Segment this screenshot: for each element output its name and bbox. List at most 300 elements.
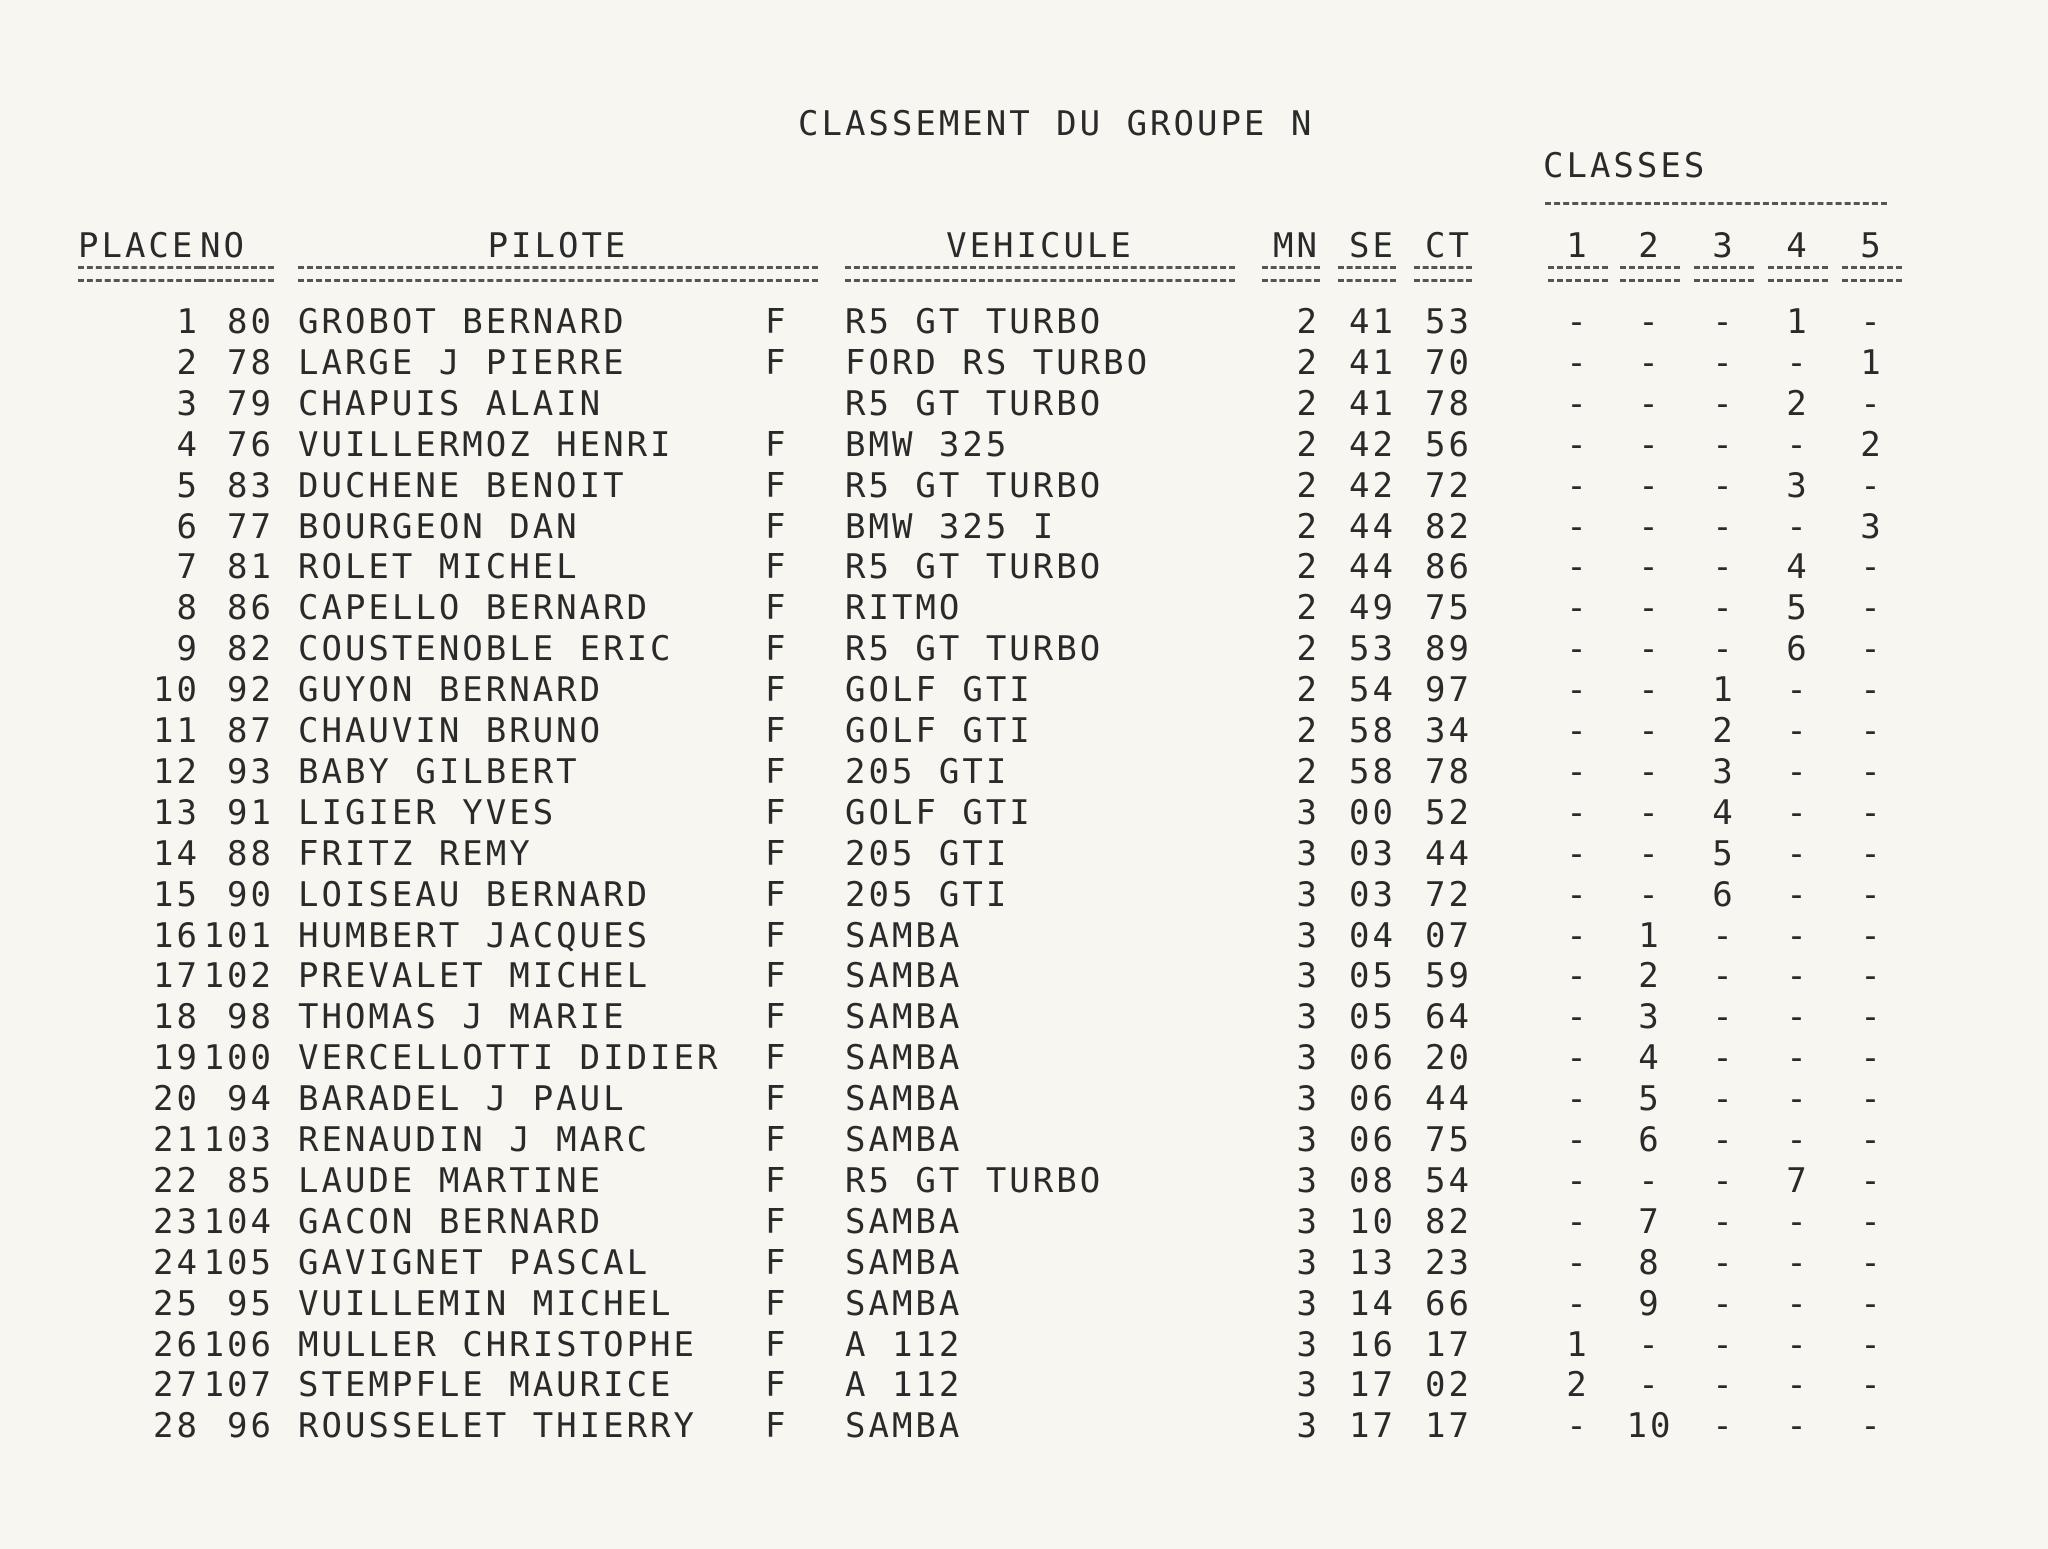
row-4-se: 42 bbox=[1349, 424, 1396, 465]
row-8-place: 8 bbox=[176, 588, 200, 629]
row-6-c5: 3 bbox=[1860, 506, 1884, 547]
row-7-ct: 86 bbox=[1425, 547, 1472, 588]
row-1-nat: F bbox=[765, 302, 789, 342]
row-10-c2: - bbox=[1638, 670, 1662, 711]
row-15-no: 90 bbox=[227, 874, 274, 915]
row-13-c4: - bbox=[1786, 792, 1810, 833]
row-26-vehicule: A 112 bbox=[845, 1324, 963, 1365]
row-3-vehicule: R5 GT TURBO bbox=[845, 383, 1104, 424]
row-23-vehicule: SAMBA bbox=[845, 1201, 963, 1242]
row-7-nat: F bbox=[765, 547, 789, 588]
row-28-place: 28 bbox=[153, 1406, 200, 1447]
row-3-c5: - bbox=[1860, 383, 1884, 424]
row-16-pilote: HUMBERT JACQUES bbox=[298, 915, 651, 956]
row-12-vehicule: 205 GTI bbox=[845, 751, 1010, 792]
row-1-mn: 2 bbox=[1296, 302, 1320, 342]
row-26-se: 16 bbox=[1349, 1324, 1396, 1365]
row-18-mn: 3 bbox=[1296, 997, 1320, 1038]
row-8-c1: - bbox=[1566, 588, 1590, 629]
row-13-c2: - bbox=[1638, 792, 1662, 833]
row-6-se: 44 bbox=[1349, 506, 1396, 547]
row-15-vehicule: 205 GTI bbox=[845, 874, 1010, 915]
row-16-c2: 1 bbox=[1638, 915, 1662, 956]
row-26-pilote: MULLER CHRISTOPHE bbox=[298, 1324, 697, 1365]
row-7-mn: 2 bbox=[1296, 547, 1320, 588]
row-12-nat: F bbox=[765, 751, 789, 792]
row-17-c5: - bbox=[1860, 956, 1884, 997]
row-26-c4: - bbox=[1786, 1324, 1810, 1365]
row-23-no: 104 bbox=[203, 1201, 274, 1242]
row-27-pilote: STEMPFLE MAURICE bbox=[298, 1365, 674, 1406]
row-12-place: 12 bbox=[153, 751, 200, 792]
row-4-c4: - bbox=[1786, 424, 1810, 465]
row-26-no: 106 bbox=[203, 1324, 274, 1365]
row-8-c5: - bbox=[1860, 588, 1884, 629]
row-18-no: 98 bbox=[227, 997, 274, 1038]
row-26-c1: 1 bbox=[1566, 1324, 1590, 1365]
row-15-c3: 6 bbox=[1712, 874, 1736, 915]
row-2-pilote: LARGE J PIERRE bbox=[298, 342, 627, 383]
row-20-c3: - bbox=[1712, 1079, 1736, 1120]
row-27-vehicule: A 112 bbox=[845, 1365, 963, 1406]
row-17-nat: F bbox=[765, 956, 789, 997]
row-11-c4: - bbox=[1786, 711, 1810, 751]
row-8-mn: 2 bbox=[1296, 588, 1320, 629]
row-5-c3: - bbox=[1712, 465, 1736, 506]
row-25-vehicule: SAMBA bbox=[845, 1283, 963, 1324]
row-21-ct: 75 bbox=[1425, 1120, 1472, 1160]
header-c1: 1 bbox=[1566, 226, 1590, 266]
row-21-c3: - bbox=[1712, 1120, 1736, 1160]
row-9-se: 53 bbox=[1349, 629, 1396, 670]
header-underline-place bbox=[78, 266, 200, 282]
row-16-ct: 07 bbox=[1425, 915, 1472, 956]
classes-title: CLASSES bbox=[1543, 146, 1708, 186]
row-19-nat: F bbox=[765, 1038, 789, 1079]
row-22-c1: - bbox=[1566, 1160, 1590, 1201]
row-4-c3: - bbox=[1712, 424, 1736, 465]
row-4-ct: 56 bbox=[1425, 424, 1472, 465]
row-24-c1: - bbox=[1566, 1242, 1590, 1283]
row-21-no: 103 bbox=[203, 1120, 274, 1160]
row-19-mn: 3 bbox=[1296, 1038, 1320, 1079]
row-27-place: 27 bbox=[153, 1365, 200, 1406]
row-13-pilote: LIGIER YVES bbox=[298, 792, 557, 833]
row-8-c2: - bbox=[1638, 588, 1662, 629]
row-5-mn: 2 bbox=[1296, 465, 1320, 506]
row-12-ct: 78 bbox=[1425, 751, 1472, 792]
row-7-c3: - bbox=[1712, 547, 1736, 588]
row-4-vehicule: BMW 325 bbox=[845, 424, 1010, 465]
row-11-no: 87 bbox=[227, 711, 274, 751]
row-19-ct: 20 bbox=[1425, 1038, 1472, 1079]
header-underline-c2 bbox=[1620, 266, 1680, 282]
row-6-c4: - bbox=[1786, 506, 1810, 547]
row-26-c3: - bbox=[1712, 1324, 1736, 1365]
row-26-place: 26 bbox=[153, 1324, 200, 1365]
row-19-c2: 4 bbox=[1638, 1038, 1662, 1079]
row-7-pilote: ROLET MICHEL bbox=[298, 547, 580, 588]
row-28-c1: - bbox=[1566, 1406, 1590, 1447]
row-18-c3: - bbox=[1712, 997, 1736, 1038]
row-7-vehicule: R5 GT TURBO bbox=[845, 547, 1104, 588]
row-23-c3: - bbox=[1712, 1201, 1736, 1242]
row-26-c5: - bbox=[1860, 1324, 1884, 1365]
row-4-pilote: VUILLERMOZ HENRI bbox=[298, 424, 674, 465]
row-21-c1: - bbox=[1566, 1120, 1590, 1160]
row-25-ct: 66 bbox=[1425, 1283, 1472, 1324]
row-18-c4: - bbox=[1786, 997, 1810, 1038]
row-17-place: 17 bbox=[153, 956, 200, 997]
row-21-nat: F bbox=[765, 1120, 789, 1160]
header-underline-ct bbox=[1414, 266, 1472, 282]
row-24-nat: F bbox=[765, 1242, 789, 1283]
row-23-mn: 3 bbox=[1296, 1201, 1320, 1242]
row-14-pilote: FRITZ REMY bbox=[298, 833, 533, 874]
row-8-ct: 75 bbox=[1425, 588, 1472, 629]
row-13-place: 13 bbox=[153, 792, 200, 833]
row-15-mn: 3 bbox=[1296, 874, 1320, 915]
row-27-c3: - bbox=[1712, 1365, 1736, 1406]
row-11-ct: 34 bbox=[1425, 711, 1472, 751]
row-14-place: 14 bbox=[153, 833, 200, 874]
row-23-nat: F bbox=[765, 1201, 789, 1242]
row-19-c1: - bbox=[1566, 1038, 1590, 1079]
row-18-se: 05 bbox=[1349, 997, 1396, 1038]
row-11-nat: F bbox=[765, 711, 789, 751]
row-2-vehicule: FORD RS TURBO bbox=[845, 342, 1151, 383]
row-5-c5: - bbox=[1860, 465, 1884, 506]
row-4-no: 76 bbox=[227, 424, 274, 465]
row-1-c4: 1 bbox=[1786, 302, 1810, 342]
row-11-pilote: CHAUVIN BRUNO bbox=[298, 711, 604, 751]
row-12-c1: - bbox=[1566, 751, 1590, 792]
row-27-no: 107 bbox=[203, 1365, 274, 1406]
row-13-c3: 4 bbox=[1712, 792, 1736, 833]
row-9-ct: 89 bbox=[1425, 629, 1472, 670]
header-underline-pilote bbox=[298, 266, 818, 282]
row-3-mn: 2 bbox=[1296, 383, 1320, 424]
row-24-vehicule: SAMBA bbox=[845, 1242, 963, 1283]
row-19-c5: - bbox=[1860, 1038, 1884, 1079]
row-13-mn: 3 bbox=[1296, 792, 1320, 833]
row-25-c4: - bbox=[1786, 1283, 1810, 1324]
row-7-c2: - bbox=[1638, 547, 1662, 588]
row-28-mn: 3 bbox=[1296, 1406, 1320, 1447]
row-25-place: 25 bbox=[153, 1283, 200, 1324]
row-9-no: 82 bbox=[227, 629, 274, 670]
row-3-se: 41 bbox=[1349, 383, 1396, 424]
row-27-se: 17 bbox=[1349, 1365, 1396, 1406]
row-1-c3: - bbox=[1712, 302, 1736, 342]
row-14-ct: 44 bbox=[1425, 833, 1472, 874]
row-4-c2: - bbox=[1638, 424, 1662, 465]
row-14-vehicule: 205 GTI bbox=[845, 833, 1010, 874]
row-22-nat: F bbox=[765, 1160, 789, 1201]
row-10-vehicule: GOLF GTI bbox=[845, 670, 1033, 711]
row-25-se: 14 bbox=[1349, 1283, 1396, 1324]
row-24-mn: 3 bbox=[1296, 1242, 1320, 1283]
row-24-c2: 8 bbox=[1638, 1242, 1662, 1283]
row-5-c1: - bbox=[1566, 465, 1590, 506]
row-20-c2: 5 bbox=[1638, 1079, 1662, 1120]
row-5-se: 42 bbox=[1349, 465, 1396, 506]
row-23-c4: - bbox=[1786, 1201, 1810, 1242]
row-8-c4: 5 bbox=[1786, 588, 1810, 629]
row-19-no: 100 bbox=[203, 1038, 274, 1079]
row-6-pilote: BOURGEON DAN bbox=[298, 506, 580, 547]
row-6-c3: - bbox=[1712, 506, 1736, 547]
row-1-c2: - bbox=[1638, 302, 1662, 342]
row-20-no: 94 bbox=[227, 1079, 274, 1120]
row-22-pilote: LAUDE MARTINE bbox=[298, 1160, 604, 1201]
row-16-c3: - bbox=[1712, 915, 1736, 956]
row-9-pilote: COUSTENOBLE ERIC bbox=[298, 629, 674, 670]
row-6-place: 6 bbox=[176, 506, 200, 547]
row-2-c2: - bbox=[1638, 342, 1662, 383]
row-14-nat: F bbox=[765, 833, 789, 874]
row-21-vehicule: SAMBA bbox=[845, 1120, 963, 1160]
row-12-c5: - bbox=[1860, 751, 1884, 792]
row-16-no: 101 bbox=[203, 915, 274, 956]
row-6-mn: 2 bbox=[1296, 506, 1320, 547]
row-25-pilote: VUILLEMIN MICHEL bbox=[298, 1283, 674, 1324]
header-c4: 4 bbox=[1786, 226, 1810, 266]
header-underline-mn bbox=[1262, 266, 1320, 282]
row-8-c3: - bbox=[1712, 588, 1736, 629]
header-pilote: PILOTE bbox=[487, 226, 629, 266]
row-17-mn: 3 bbox=[1296, 956, 1320, 997]
header-se: SE bbox=[1349, 226, 1396, 266]
row-28-se: 17 bbox=[1349, 1406, 1396, 1447]
header-place: PLACE bbox=[78, 226, 196, 266]
row-10-no: 92 bbox=[227, 670, 274, 711]
row-13-no: 91 bbox=[227, 792, 274, 833]
header-no: NO bbox=[200, 226, 247, 266]
row-13-se: 00 bbox=[1349, 792, 1396, 833]
row-8-se: 49 bbox=[1349, 588, 1396, 629]
row-28-pilote: ROUSSELET THIERRY bbox=[298, 1406, 697, 1447]
row-10-mn: 2 bbox=[1296, 670, 1320, 711]
row-23-pilote: GACON BERNARD bbox=[298, 1201, 604, 1242]
row-15-nat: F bbox=[765, 874, 789, 915]
row-20-c4: - bbox=[1786, 1079, 1810, 1120]
row-6-vehicule: BMW 325 I bbox=[845, 506, 1057, 547]
row-9-c4: 6 bbox=[1786, 629, 1810, 670]
row-23-place: 23 bbox=[153, 1201, 200, 1242]
row-3-c4: 2 bbox=[1786, 383, 1810, 424]
row-26-c2: - bbox=[1638, 1324, 1662, 1365]
row-15-place: 15 bbox=[153, 874, 200, 915]
row-7-place: 7 bbox=[176, 547, 200, 588]
header-underline-c1 bbox=[1548, 266, 1608, 282]
row-6-ct: 82 bbox=[1425, 506, 1472, 547]
row-24-se: 13 bbox=[1349, 1242, 1396, 1283]
row-17-c1: - bbox=[1566, 956, 1590, 997]
row-21-c4: - bbox=[1786, 1120, 1810, 1160]
row-20-c5: - bbox=[1860, 1079, 1884, 1120]
row-15-c2: - bbox=[1638, 874, 1662, 915]
row-9-nat: F bbox=[765, 629, 789, 670]
row-19-place: 19 bbox=[153, 1038, 200, 1079]
row-12-mn: 2 bbox=[1296, 751, 1320, 792]
row-9-c2: - bbox=[1638, 629, 1662, 670]
page-title: CLASSEMENT DU GROUPE N bbox=[798, 104, 1315, 144]
row-6-no: 77 bbox=[227, 506, 274, 547]
row-18-c5: - bbox=[1860, 997, 1884, 1038]
row-13-ct: 52 bbox=[1425, 792, 1472, 833]
row-17-c4: - bbox=[1786, 956, 1810, 997]
row-18-nat: F bbox=[765, 997, 789, 1038]
header-ct: CT bbox=[1425, 226, 1472, 266]
row-18-vehicule: SAMBA bbox=[845, 997, 963, 1038]
row-16-c5: - bbox=[1860, 915, 1884, 956]
row-8-pilote: CAPELLO BERNARD bbox=[298, 588, 651, 629]
row-8-nat: F bbox=[765, 588, 789, 629]
row-3-pilote: CHAPUIS ALAIN bbox=[298, 383, 604, 424]
row-6-c2: - bbox=[1638, 506, 1662, 547]
row-7-c5: - bbox=[1860, 547, 1884, 588]
row-13-c1: - bbox=[1566, 792, 1590, 833]
row-3-c1: - bbox=[1566, 383, 1590, 424]
row-10-se: 54 bbox=[1349, 670, 1396, 711]
row-24-c3: - bbox=[1712, 1242, 1736, 1283]
row-28-c3: - bbox=[1712, 1406, 1736, 1447]
row-23-c2: 7 bbox=[1638, 1201, 1662, 1242]
row-12-c4: - bbox=[1786, 751, 1810, 792]
row-7-no: 81 bbox=[227, 547, 274, 588]
header-c3: 3 bbox=[1712, 226, 1736, 266]
row-15-c5: - bbox=[1860, 874, 1884, 915]
row-16-nat: F bbox=[765, 915, 789, 956]
row-20-c1: - bbox=[1566, 1079, 1590, 1120]
row-23-c1: - bbox=[1566, 1201, 1590, 1242]
row-20-nat: F bbox=[765, 1079, 789, 1120]
row-11-c5: - bbox=[1860, 711, 1884, 751]
row-20-vehicule: SAMBA bbox=[845, 1079, 963, 1120]
row-19-pilote: VERCELLOTTI DIDIER bbox=[298, 1038, 721, 1079]
row-2-no: 78 bbox=[227, 342, 274, 383]
row-1-vehicule: R5 GT TURBO bbox=[845, 302, 1104, 342]
row-21-mn: 3 bbox=[1296, 1120, 1320, 1160]
row-14-c5: - bbox=[1860, 833, 1884, 874]
classes-divider bbox=[1545, 202, 1887, 205]
header-underline-c4 bbox=[1768, 266, 1828, 282]
row-27-c1: 2 bbox=[1566, 1365, 1590, 1406]
row-19-se: 06 bbox=[1349, 1038, 1396, 1079]
row-4-mn: 2 bbox=[1296, 424, 1320, 465]
row-1-no: 80 bbox=[227, 302, 274, 342]
row-23-ct: 82 bbox=[1425, 1201, 1472, 1242]
row-23-c5: - bbox=[1860, 1201, 1884, 1242]
row-18-pilote: THOMAS J MARIE bbox=[298, 997, 627, 1038]
row-20-mn: 3 bbox=[1296, 1079, 1320, 1120]
row-22-se: 08 bbox=[1349, 1160, 1396, 1201]
row-18-c1: - bbox=[1566, 997, 1590, 1038]
row-24-c4: - bbox=[1786, 1242, 1810, 1283]
row-11-mn: 2 bbox=[1296, 711, 1320, 751]
row-5-pilote: DUCHENE BENOIT bbox=[298, 465, 627, 506]
row-24-pilote: GAVIGNET PASCAL bbox=[298, 1242, 651, 1283]
row-1-place: 1 bbox=[176, 302, 200, 342]
row-4-c1: - bbox=[1566, 424, 1590, 465]
row-25-mn: 3 bbox=[1296, 1283, 1320, 1324]
row-25-nat: F bbox=[765, 1283, 789, 1324]
row-16-se: 04 bbox=[1349, 915, 1396, 956]
row-10-nat: F bbox=[765, 670, 789, 711]
header-underline-no bbox=[200, 266, 274, 282]
row-5-place: 5 bbox=[176, 465, 200, 506]
row-20-place: 20 bbox=[153, 1079, 200, 1120]
row-17-ct: 59 bbox=[1425, 956, 1472, 997]
row-24-c5: - bbox=[1860, 1242, 1884, 1283]
row-5-c4: 3 bbox=[1786, 465, 1810, 506]
row-24-no: 105 bbox=[203, 1242, 274, 1283]
row-14-c3: 5 bbox=[1712, 833, 1736, 874]
row-24-place: 24 bbox=[153, 1242, 200, 1283]
row-22-vehicule: R5 GT TURBO bbox=[845, 1160, 1104, 1201]
row-6-c1: - bbox=[1566, 506, 1590, 547]
row-14-se: 03 bbox=[1349, 833, 1396, 874]
row-22-no: 85 bbox=[227, 1160, 274, 1201]
row-12-c3: 3 bbox=[1712, 751, 1736, 792]
row-27-c5: - bbox=[1860, 1365, 1884, 1406]
row-26-nat: F bbox=[765, 1324, 789, 1365]
row-22-c5: - bbox=[1860, 1160, 1884, 1201]
row-28-no: 96 bbox=[227, 1406, 274, 1447]
row-3-no: 79 bbox=[227, 383, 274, 424]
row-12-se: 58 bbox=[1349, 751, 1396, 792]
row-25-no: 95 bbox=[227, 1283, 274, 1324]
row-28-c2: 10 bbox=[1626, 1406, 1674, 1447]
row-28-ct: 17 bbox=[1425, 1406, 1472, 1447]
row-2-ct: 70 bbox=[1425, 342, 1472, 383]
row-10-ct: 97 bbox=[1425, 670, 1472, 711]
row-12-no: 93 bbox=[227, 751, 274, 792]
row-16-c1: - bbox=[1566, 915, 1590, 956]
row-20-pilote: BARADEL J PAUL bbox=[298, 1079, 627, 1120]
row-5-no: 83 bbox=[227, 465, 274, 506]
row-27-nat: F bbox=[765, 1365, 789, 1406]
row-7-c4: 4 bbox=[1786, 547, 1810, 588]
row-14-no: 88 bbox=[227, 833, 274, 874]
row-22-c2: - bbox=[1638, 1160, 1662, 1201]
row-1-pilote: GROBOT BERNARD bbox=[298, 302, 627, 342]
header-mn: MN bbox=[1273, 226, 1320, 266]
row-2-c5: 1 bbox=[1860, 342, 1884, 383]
row-7-se: 44 bbox=[1349, 547, 1396, 588]
row-13-c5: - bbox=[1860, 792, 1884, 833]
row-15-c1: - bbox=[1566, 874, 1590, 915]
row-4-c5: 2 bbox=[1860, 424, 1884, 465]
row-20-ct: 44 bbox=[1425, 1079, 1472, 1120]
row-18-c2: 3 bbox=[1638, 997, 1662, 1038]
row-11-vehicule: GOLF GTI bbox=[845, 711, 1033, 751]
row-17-vehicule: SAMBA bbox=[845, 956, 963, 997]
row-16-c4: - bbox=[1786, 915, 1810, 956]
row-2-place: 2 bbox=[176, 342, 200, 383]
row-22-ct: 54 bbox=[1425, 1160, 1472, 1201]
row-14-mn: 3 bbox=[1296, 833, 1320, 874]
row-25-c5: - bbox=[1860, 1283, 1884, 1324]
row-10-c5: - bbox=[1860, 670, 1884, 711]
row-19-c3: - bbox=[1712, 1038, 1736, 1079]
row-11-c2: - bbox=[1638, 711, 1662, 751]
row-4-place: 4 bbox=[176, 424, 200, 465]
row-28-nat: F bbox=[765, 1406, 789, 1447]
row-11-c3: 2 bbox=[1712, 711, 1736, 751]
row-25-c2: 9 bbox=[1638, 1283, 1662, 1324]
